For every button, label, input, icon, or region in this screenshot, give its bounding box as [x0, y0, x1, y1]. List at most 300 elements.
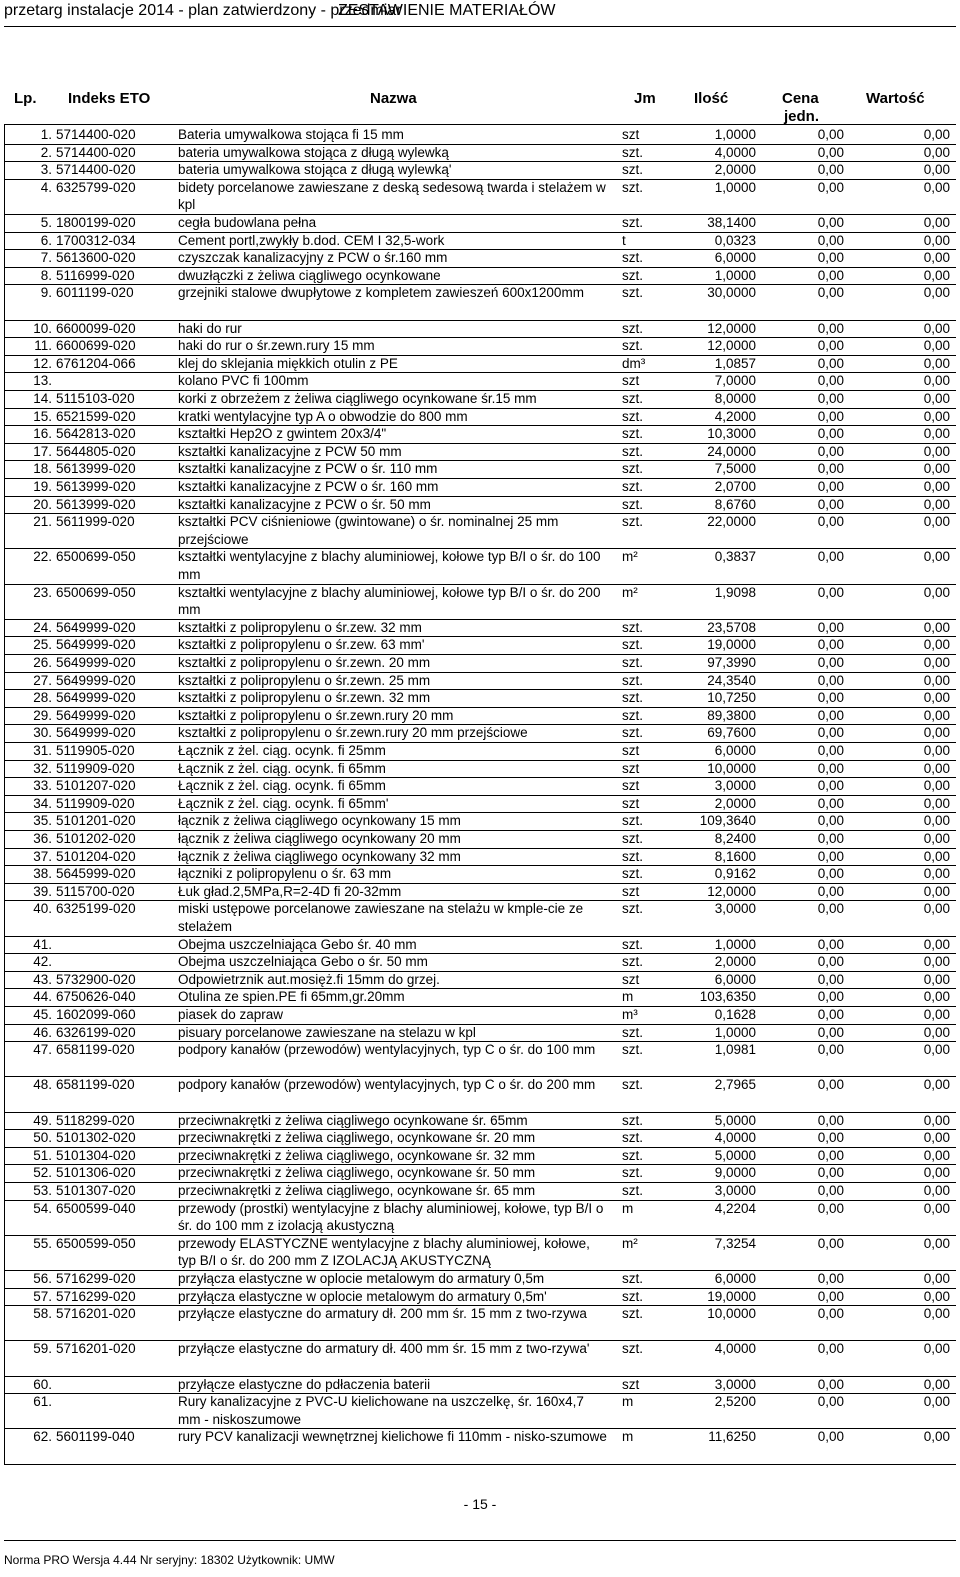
table-row	[0, 1129, 960, 1147]
row-value: 0,00	[923, 1042, 950, 1058]
row-value: 0,00	[923, 514, 950, 530]
row-value: 0,00	[923, 883, 950, 899]
row-qty: 12,0000	[707, 883, 756, 899]
row-value: 0,00	[923, 1288, 950, 1304]
row-price: 0,00	[817, 373, 844, 389]
row-jm: szt	[622, 760, 640, 776]
row-value: 0,00	[923, 162, 950, 178]
row-index: 5732900-020	[56, 971, 136, 987]
row-qty: 89,3800	[707, 707, 756, 723]
row-price: 0,00	[817, 549, 844, 565]
row-index: 5115103-020	[56, 391, 135, 406]
row-value: 0,00	[923, 1271, 950, 1286]
row-jm: szt.	[622, 1271, 644, 1286]
row-jm: szt.	[622, 162, 644, 178]
row-index: 5714400-020	[56, 127, 136, 142]
row-qty: 2,0000	[714, 795, 756, 811]
row-name: przewody ELASTYCZNE wentylacyjne z blachy aluminiowej, kołowe, typ B/I o śr. do 200 mm Z IZOLACJĄ AKUSTYCZNĄ	[178, 1235, 590, 1269]
row-price: 0,00	[817, 215, 844, 230]
row-price: 0,00	[817, 813, 844, 829]
row-value: 0,00	[923, 1341, 950, 1357]
row-price: 0,00	[817, 1235, 844, 1251]
row-qty: 1,9098	[714, 584, 756, 600]
row-price: 0,00	[817, 1183, 844, 1198]
row-value: 0,00	[923, 1394, 950, 1410]
row-index: 5101204-020	[56, 848, 136, 864]
row-qty: 1,0981	[714, 1042, 756, 1058]
table-row	[0, 900, 960, 935]
row-jm: szt.	[622, 901, 644, 917]
row-qty: 8,0000	[714, 391, 756, 406]
row-price: 0,00	[817, 619, 844, 635]
row-qty: 24,0000	[707, 443, 756, 459]
row-value: 0,00	[923, 971, 950, 987]
row-value: 0,00	[923, 1376, 950, 1392]
row-price: 0,00	[817, 637, 844, 653]
row-qty: 3,0000	[714, 778, 756, 794]
row-index: 5116999-020	[56, 267, 135, 283]
row-jm: szt.	[622, 408, 644, 424]
row-name: podpory kanałów (przewodów) wentylacyjnych, typ C o śr. do 200 mm	[178, 1077, 596, 1093]
row-lp: 48.	[33, 1077, 52, 1093]
row-value: 0,00	[923, 391, 950, 406]
row-qty: 6,0000	[714, 250, 756, 266]
row-jm: szt	[622, 795, 640, 811]
row-value: 0,00	[923, 127, 950, 142]
row-index: 1602099-060	[56, 1007, 136, 1022]
row-jm: szt	[622, 373, 640, 389]
row-price: 0,00	[817, 1271, 844, 1286]
row-value: 0,00	[923, 1147, 950, 1163]
row-name: przyłącza elastyczne w oplocie metalowym do armatury 0,5m	[178, 1271, 545, 1286]
table-row	[0, 548, 960, 583]
row-divider	[4, 1464, 956, 1465]
table-row	[0, 812, 960, 830]
row-qty: 6,0000	[714, 971, 756, 987]
row-name: przyłącza elastyczne w oplocie metalowym do armatury 0,5m'	[178, 1288, 547, 1304]
row-index: 5613999-020	[56, 496, 136, 512]
row-value: 0,00	[923, 760, 950, 776]
table-row	[0, 1024, 960, 1042]
table-row	[0, 425, 960, 443]
row-jm: szt	[622, 971, 640, 987]
row-lp: 8.	[40, 267, 52, 283]
row-qty: 4,2000	[714, 408, 756, 424]
row-value: 0,00	[923, 215, 950, 230]
row-lp: 1.	[40, 127, 52, 142]
row-value: 0,00	[923, 1007, 950, 1022]
row-qty: 1,0000	[714, 1024, 756, 1040]
row-price: 0,00	[817, 1394, 844, 1410]
table-row	[0, 848, 960, 866]
row-jm: szt.	[622, 338, 644, 354]
row-value: 0,00	[923, 144, 950, 160]
row-name: rury PCV kanalizacji wewnętrznej kielichowe fi 110mm - nisko-szumowe	[178, 1429, 607, 1445]
table-row	[0, 372, 960, 390]
row-jm: szt	[622, 1376, 640, 1392]
row-index: 5649999-020	[56, 707, 136, 723]
row-qty: 10,7250	[707, 690, 756, 706]
table-row	[0, 1200, 960, 1235]
row-jm: szt.	[622, 954, 644, 970]
row-name: pisuary porcelanowe zawieszane na stelazu w kpl	[178, 1024, 476, 1040]
row-index: 5642813-020	[56, 426, 136, 442]
row-lp: 37.	[33, 848, 52, 864]
row-price: 0,00	[817, 514, 844, 530]
row-index: 6325799-020	[56, 179, 136, 195]
table-row	[0, 1428, 960, 1463]
row-name: miski ustępowe porcelanowe zawieszane na stelażu w kmple-cie ze stelażem	[178, 901, 584, 934]
row-jm: szt.	[622, 320, 644, 336]
row-qty: 103,6350	[699, 989, 756, 1005]
row-qty: 0,3837	[714, 549, 756, 565]
row-index: 5101307-020	[56, 1183, 136, 1198]
row-name: kolano PVC fi 100mm	[178, 373, 309, 389]
row-price: 0,00	[817, 267, 844, 283]
row-price: 0,00	[817, 285, 844, 301]
row-jm: szt.	[622, 1165, 644, 1181]
row-name: kształtki z polipropylenu o śr.zewn.rury 20 mm	[178, 707, 454, 723]
row-price: 0,00	[817, 901, 844, 917]
row-jm: szt.	[622, 619, 644, 635]
row-qty: 8,1600	[714, 848, 756, 864]
row-jm: szt	[622, 778, 640, 794]
row-jm: m²	[622, 584, 638, 600]
row-price: 0,00	[817, 743, 844, 758]
table-row	[0, 883, 960, 901]
row-price: 0,00	[817, 1007, 844, 1022]
row-price: 0,00	[817, 232, 844, 248]
table-row	[0, 830, 960, 848]
row-index: 6011199-020	[56, 285, 134, 301]
row-index: 6325199-020	[56, 901, 136, 917]
row-lp: 52.	[33, 1165, 52, 1181]
row-name: kształtki kanalizacyjne z PCW o śr. 50 mm	[178, 496, 431, 512]
row-name: przyłącze elastyczne do armatury dł. 400 mm śr. 15 mm z two-rzywa'	[178, 1341, 590, 1357]
row-qty: 5,0000	[714, 1147, 756, 1163]
table-row	[0, 1164, 960, 1182]
row-value: 0,00	[923, 672, 950, 688]
row-lp: 49.	[33, 1112, 52, 1128]
row-qty: 19,0000	[707, 637, 756, 653]
col-index: Indeks ETO	[68, 90, 151, 107]
row-lp: 42.	[33, 954, 52, 970]
row-price: 0,00	[817, 1376, 844, 1392]
row-jm: m	[622, 1429, 634, 1445]
table-row	[0, 443, 960, 461]
row-lp: 39.	[33, 883, 52, 899]
row-name: Łącznik z żel. ciąg. ocynk. fi 65mm	[178, 778, 386, 794]
row-lp: 19.	[33, 479, 52, 494]
row-index: 5649999-020	[56, 655, 136, 670]
row-jm: szt	[622, 127, 640, 142]
row-qty: 23,5708	[707, 619, 756, 635]
row-value: 0,00	[923, 725, 950, 741]
row-jm: szt.	[622, 1306, 644, 1322]
row-jm: szt.	[622, 1024, 644, 1040]
row-jm: szt	[622, 743, 640, 758]
table-row	[0, 284, 960, 319]
table-row	[0, 1305, 960, 1340]
row-name: kształtki z polipropylenu o śr.zew. 63 mm'	[178, 637, 425, 653]
row-lp: 28.	[33, 690, 52, 706]
row-index: 6326199-020	[56, 1024, 136, 1040]
row-qty: 7,0000	[714, 373, 756, 389]
row-name: kształtki wentylacyjne z blachy aluminiowej, kołowe typ B/I o śr. do 100 mm	[178, 549, 601, 582]
row-lp: 47.	[33, 1042, 52, 1058]
project-title: przetarg instalacje 2014 - plan zatwierdzony - przedmiar	[4, 2, 402, 19]
row-index: 1700312-034	[56, 232, 136, 248]
row-value: 0,00	[923, 1112, 950, 1128]
row-index: 5644805-020	[56, 443, 136, 459]
row-qty: 7,3254	[714, 1235, 756, 1251]
row-jm: szt.	[622, 1130, 644, 1146]
row-price: 0,00	[817, 1306, 844, 1322]
page-number: - 15 -	[463, 1496, 497, 1512]
row-name: łączniki z polipropylenu o śr. 63 mm	[178, 866, 392, 882]
row-value: 0,00	[923, 1077, 950, 1093]
table-row	[0, 689, 960, 707]
row-jm: szt.	[622, 426, 644, 442]
row-value: 0,00	[923, 619, 950, 635]
row-value: 0,00	[923, 795, 950, 811]
row-index: 5649999-020	[56, 725, 136, 741]
col-qty: Ilość	[694, 90, 729, 107]
row-value: 0,00	[923, 989, 950, 1005]
row-value: 0,00	[923, 1165, 950, 1181]
table-row	[0, 865, 960, 883]
row-name: kształtki z polipropylenu o śr.zewn. 32 mm	[178, 690, 431, 706]
row-jm: szt.	[622, 655, 644, 670]
row-name: Cement portl,zwykły b.dod. CEM I 32,5-work	[178, 232, 445, 248]
row-index: 5101207-020	[56, 778, 136, 794]
row-name: podpory kanałów (przewodów) wentylacyjnych, typ C o śr. do 100 mm	[178, 1042, 596, 1058]
row-price: 0,00	[817, 1077, 844, 1093]
row-index: 5649999-020	[56, 690, 136, 706]
row-jm: szt.	[622, 1112, 644, 1128]
table-row	[0, 214, 960, 232]
row-value: 0,00	[923, 443, 950, 459]
row-lp: 35.	[33, 813, 52, 829]
row-jm: szt.	[622, 831, 644, 846]
row-name: Łącznik z żel. ciąg. ocynk. fi 65mm'	[178, 795, 389, 811]
row-index: 6500599-050	[56, 1235, 136, 1251]
row-price: 0,00	[817, 426, 844, 442]
row-lp: 30.	[33, 725, 52, 741]
row-index: 5119909-020	[56, 795, 135, 811]
row-name: przeciwnakrętki z żeliwa ciągliwego, ocynkowane śr. 32 mm	[178, 1147, 536, 1163]
row-lp: 22.	[33, 549, 52, 565]
row-price: 0,00	[817, 707, 844, 723]
table-row	[0, 1041, 960, 1076]
row-value: 0,00	[923, 1024, 950, 1040]
footer-divider	[4, 1540, 956, 1541]
row-value: 0,00	[923, 373, 950, 389]
row-jm: szt.	[622, 443, 644, 459]
row-qty: 1,0000	[714, 936, 756, 952]
row-index: 5101306-020	[56, 1165, 136, 1181]
row-price: 0,00	[817, 936, 844, 952]
row-lp: 18.	[33, 461, 52, 477]
row-value: 0,00	[923, 584, 950, 600]
row-jm: m	[622, 989, 634, 1005]
row-value: 0,00	[923, 320, 950, 336]
row-name: kształtki kanalizacyjne z PCW o śr. 160 mm	[178, 479, 439, 494]
table-row	[0, 584, 960, 619]
row-value: 0,00	[923, 1200, 950, 1216]
row-price: 0,00	[817, 461, 844, 477]
row-name: kształtki kanalizacyjne z PCW o śr. 110 mm	[178, 461, 438, 477]
row-price: 0,00	[817, 391, 844, 406]
row-jm: t	[622, 232, 626, 248]
row-value: 0,00	[923, 743, 950, 758]
table-row	[0, 988, 960, 1006]
row-price: 0,00	[817, 584, 844, 600]
row-lp: 15.	[33, 408, 52, 424]
row-lp: 3.	[40, 162, 52, 178]
row-price: 0,00	[817, 1130, 844, 1146]
row-jm: szt.	[622, 179, 644, 195]
row-lp: 46.	[33, 1024, 52, 1040]
row-name: Bateria umywalkowa stojąca fi 15 mm	[178, 127, 404, 142]
table-row	[0, 390, 960, 408]
row-index: 5714400-020	[56, 144, 136, 160]
row-qty: 12,0000	[707, 338, 756, 354]
row-price: 0,00	[817, 989, 844, 1005]
table-row	[0, 337, 960, 355]
table-row	[0, 777, 960, 795]
row-qty: 2,0700	[714, 479, 756, 494]
row-qty: 22,0000	[707, 514, 756, 530]
row-name: kształtki z polipropylenu o śr.zewn. 25 mm	[178, 672, 431, 688]
row-jm: szt.	[622, 725, 644, 741]
row-jm: szt.	[622, 848, 644, 864]
row-index: 6600699-020	[56, 338, 136, 354]
row-lp: 43.	[33, 971, 52, 987]
row-lp: 50.	[33, 1130, 52, 1146]
row-qty: 3,0000	[714, 1376, 756, 1392]
row-lp: 17.	[33, 443, 52, 459]
row-jm: m²	[622, 1235, 638, 1251]
row-price: 0,00	[817, 725, 844, 741]
row-lp: 53.	[33, 1183, 52, 1198]
row-lp: 11.	[34, 338, 52, 354]
table-row	[0, 1288, 960, 1306]
row-lp: 59.	[33, 1341, 52, 1357]
row-value: 0,00	[923, 1130, 950, 1146]
row-price: 0,00	[817, 1042, 844, 1058]
row-qty: 1,0000	[714, 179, 756, 195]
row-qty: 8,6760	[714, 496, 756, 512]
row-value: 0,00	[923, 954, 950, 970]
row-name: przyłącze elastyczne do armatury dł. 200 mm śr. 15 mm z two-rzywa	[178, 1306, 587, 1322]
row-jm: szt.	[622, 813, 644, 829]
row-jm: szt.	[622, 690, 644, 706]
row-jm: m	[622, 1394, 634, 1410]
row-jm: szt.	[622, 285, 644, 301]
row-value: 0,00	[923, 831, 950, 846]
table-row	[0, 724, 960, 742]
row-qty: 10,3000	[707, 426, 756, 442]
row-value: 0,00	[923, 461, 950, 477]
row-lp: 23.	[33, 584, 52, 600]
row-lp: 10.	[33, 320, 52, 336]
row-value: 0,00	[923, 267, 950, 283]
row-value: 0,00	[923, 408, 950, 424]
row-price: 0,00	[817, 1288, 844, 1304]
row-value: 0,00	[923, 426, 950, 442]
row-index: 6521599-020	[56, 408, 136, 424]
row-jm: szt.	[622, 391, 644, 406]
col-lp: Lp.	[14, 90, 37, 107]
row-value: 0,00	[923, 1429, 950, 1445]
row-name: Łącznik z żel. ciąg. ocynk. fi 25mm	[178, 743, 386, 758]
row-price: 0,00	[817, 1147, 844, 1163]
row-index: 5101302-020	[56, 1130, 136, 1146]
row-name: kształtki PCV ciśnieniowe (gwintowane) o śr. nominalnej 25 mm przejściowe	[178, 514, 559, 547]
row-index: 5649999-020	[56, 619, 136, 635]
row-price: 0,00	[817, 320, 844, 336]
table-row	[0, 760, 960, 778]
row-lp: 2.	[40, 144, 52, 160]
row-qty: 69,7600	[707, 725, 756, 741]
row-jm: szt	[622, 883, 640, 899]
row-price: 0,00	[817, 144, 844, 160]
row-name: Otulina ze spien.PE fi 65mm,gr.20mm	[178, 989, 405, 1005]
row-lp: 4.	[40, 179, 52, 195]
row-lp: 55.	[33, 1235, 52, 1251]
table-row	[0, 267, 960, 285]
row-name: przeciwnakrętki z żeliwa ciągliwego ocynkowane śr. 65mm	[178, 1112, 528, 1128]
row-value: 0,00	[923, 338, 950, 354]
row-name: przyłącze elastyczne do pdłaczenia baterii	[178, 1376, 431, 1392]
row-jm: szt.	[622, 866, 644, 882]
col-price: Cena	[782, 90, 819, 107]
row-qty: 1,0000	[714, 267, 756, 283]
row-lp: 16.	[33, 426, 52, 442]
row-name: łącznik z żeliwa ciągliwego ocynkowany 20 mm	[178, 831, 461, 846]
table-row	[0, 654, 960, 672]
row-value: 0,00	[923, 250, 950, 266]
table-row	[0, 513, 960, 548]
row-price: 0,00	[817, 655, 844, 670]
row-lp: 29.	[33, 707, 52, 723]
row-jm: szt.	[622, 215, 644, 230]
row-value: 0,00	[923, 637, 950, 653]
row-jm: m²	[622, 549, 638, 565]
row-value: 0,00	[923, 655, 950, 670]
table-row	[0, 320, 960, 338]
row-name: klej do sklejania miękkich otulin z PE	[178, 355, 398, 371]
row-index: 5601199-040	[56, 1429, 135, 1445]
row-lp: 34.	[33, 795, 52, 811]
row-price: 0,00	[817, 778, 844, 794]
table-row	[0, 460, 960, 478]
row-lp: 13.	[33, 373, 52, 389]
row-value: 0,00	[923, 866, 950, 882]
table-left-border	[4, 124, 5, 1464]
row-index: 5101201-020	[56, 813, 136, 829]
row-index: 6581199-020	[56, 1042, 135, 1058]
row-lp: 25.	[33, 637, 52, 653]
row-index: 6500699-050	[56, 584, 136, 600]
report-title: ZESTAWIENIE MATERIAŁÓW	[338, 2, 556, 19]
row-index: 5115700-020	[56, 883, 135, 899]
row-value: 0,00	[923, 707, 950, 723]
row-name: piasek do zapraw	[178, 1007, 284, 1022]
row-qty: 7,5000	[714, 461, 756, 477]
row-name: Odpowietrznik aut.mosięż.fi 15mm do grzej.	[178, 971, 440, 987]
